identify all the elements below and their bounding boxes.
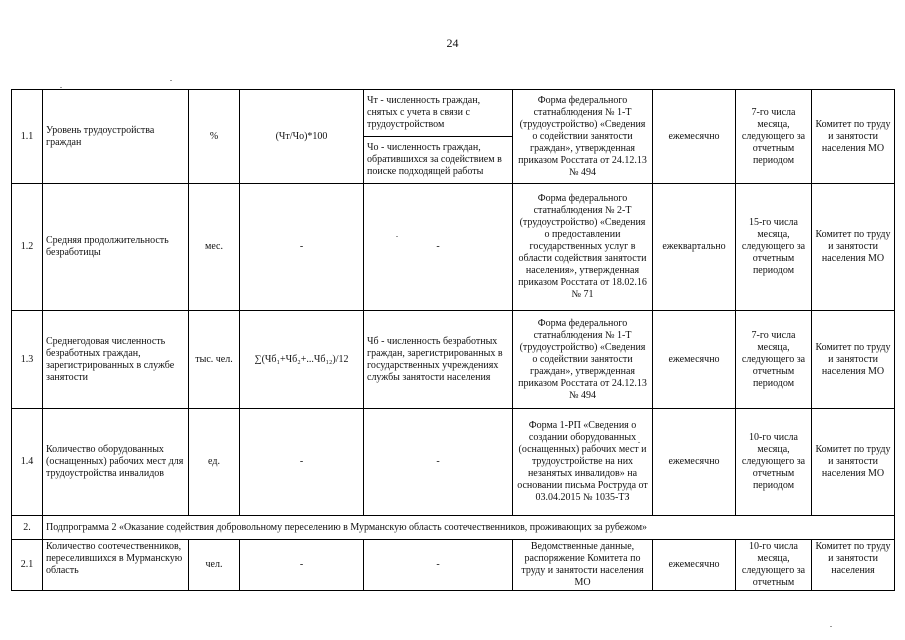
indicator-unit: чел. xyxy=(189,540,240,591)
report-deadline: 7-го числа месяца, следующего за отчетным периодом xyxy=(736,311,812,409)
indicator-formula: - xyxy=(240,409,364,516)
responsible-body: Комитет по труду и занятости населения МО xyxy=(812,409,895,516)
row-number: 1.2 xyxy=(12,184,43,311)
data-source: Форма федерального статнаблюдения № 2-Т (трудоустройство) «Сведения о предоставлении государственных услуг в области содействия занятости населения», утвержденная приказом Росстата от 18.02.16 № 71 xyxy=(513,184,653,311)
indicator-name: Среднегодовая численность безработных граждан, зарегистрированных в службе занятости xyxy=(43,311,189,409)
scan-speck xyxy=(830,626,832,627)
indicator-unit: ед. xyxy=(189,409,240,516)
table-row xyxy=(12,409,895,516)
indicator-unit: тыс. чел. xyxy=(189,311,240,409)
scan-speck xyxy=(170,80,172,81)
indicator-formula: - xyxy=(240,184,364,311)
scan-speck xyxy=(638,442,640,443)
data-source: Форма федерального статнаблюдения № 1-Т (трудоустройство) «Сведения о содействии занятости граждан», утвержденная приказом Росстата от 24.12.13 № 494 xyxy=(513,311,653,409)
formula-variable: Чб - численность безработных граждан, зарегистрированных в государственных учреждениях службы занятости населения xyxy=(364,311,513,409)
section-number: 2. xyxy=(12,516,43,540)
formula-variable: Чт - численность граждан, снятых с учета в связи с трудоустройством xyxy=(364,90,513,137)
report-frequency: ежемесячно xyxy=(653,311,736,409)
data-source: Форма 1-РП «Сведения о создании оборудованных (оснащенных) рабочих мест и трудоустройстве на них незанятых инвалидов» на основании письма Роструда от 03.04.2015 № 1035-ТЗ xyxy=(513,409,653,516)
report-deadline: 10-го числа месяца, следующего за отчетным периодом xyxy=(736,409,812,516)
report-frequency: ежемесячно xyxy=(653,540,736,591)
row-number: 1.3 xyxy=(12,311,43,409)
report-frequency: ежемесячно xyxy=(653,409,736,516)
report-deadline: 15-го числа месяца, следующего за отчетным периодом xyxy=(736,184,812,311)
formula-variable: Чо - численность граждан, обратившихся за содействием в поиске подходящей работы xyxy=(364,137,513,184)
indicator-formula: - xyxy=(240,540,364,591)
report-deadline: 10-го числа месяца, следующего за отчетным xyxy=(736,540,812,591)
indicator-unit: % xyxy=(189,90,240,184)
section-title: Подпрограмма 2 «Оказание содействия добровольному переселению в Мурманскую область соотечественников, проживающих за рубежом» xyxy=(43,516,895,540)
report-frequency: ежеквартально xyxy=(653,184,736,311)
formula-variable: - xyxy=(364,409,513,516)
report-deadline: 7-го числа месяца, следующего за отчетным периодом xyxy=(736,90,812,184)
indicators-table xyxy=(11,89,895,591)
indicator-name: Количество соотечественников, переселившихся в Мурманскую область xyxy=(43,540,189,591)
formula-variable: - xyxy=(364,184,513,311)
report-frequency: ежемесячно xyxy=(653,90,736,184)
formula-variable: - xyxy=(364,540,513,591)
indicator-formula: ∑(Чб₁+Чб₂+...Чб₁₂)/12 xyxy=(240,311,364,409)
table-row xyxy=(12,311,895,409)
row-number: 1.1 xyxy=(12,90,43,184)
data-source: Ведомственные данные, распоряжение Комитета по труду и занятости населения МО xyxy=(513,540,653,591)
indicator-name: Уровень трудоустройства граждан xyxy=(43,90,189,184)
indicator-formula: (Чт/Чо)*100 xyxy=(240,90,364,184)
page-number: 24 xyxy=(446,36,459,50)
indicator-unit: мес. xyxy=(189,184,240,311)
responsible-body: Комитет по труду и занятости населения МО xyxy=(812,311,895,409)
row-number: 2.1 xyxy=(12,540,43,591)
responsible-body: Комитет по труду и занятости населения МО xyxy=(812,90,895,184)
table-row xyxy=(12,540,895,591)
scan-speck xyxy=(60,87,62,88)
scan-speck xyxy=(396,236,398,237)
row-number: 1.4 xyxy=(12,409,43,516)
section-row xyxy=(12,516,895,540)
data-source: Форма федерального статнаблюдения № 1-Т (трудоустройство) «Сведения о содействии занятости граждан», утвержденная приказом Росстата от 24.12.13 № 494 xyxy=(513,90,653,184)
table-row xyxy=(12,184,895,311)
table-row xyxy=(12,90,895,137)
responsible-body: Комитет по труду и занятости населения xyxy=(812,540,895,591)
indicator-name: Количество оборудованных (оснащенных) рабочих мест для трудоустройства инвалидов xyxy=(43,409,189,516)
responsible-body: Комитет по труду и занятости населения МО xyxy=(812,184,895,311)
indicator-name: Средняя продолжительность безработицы xyxy=(43,184,189,311)
